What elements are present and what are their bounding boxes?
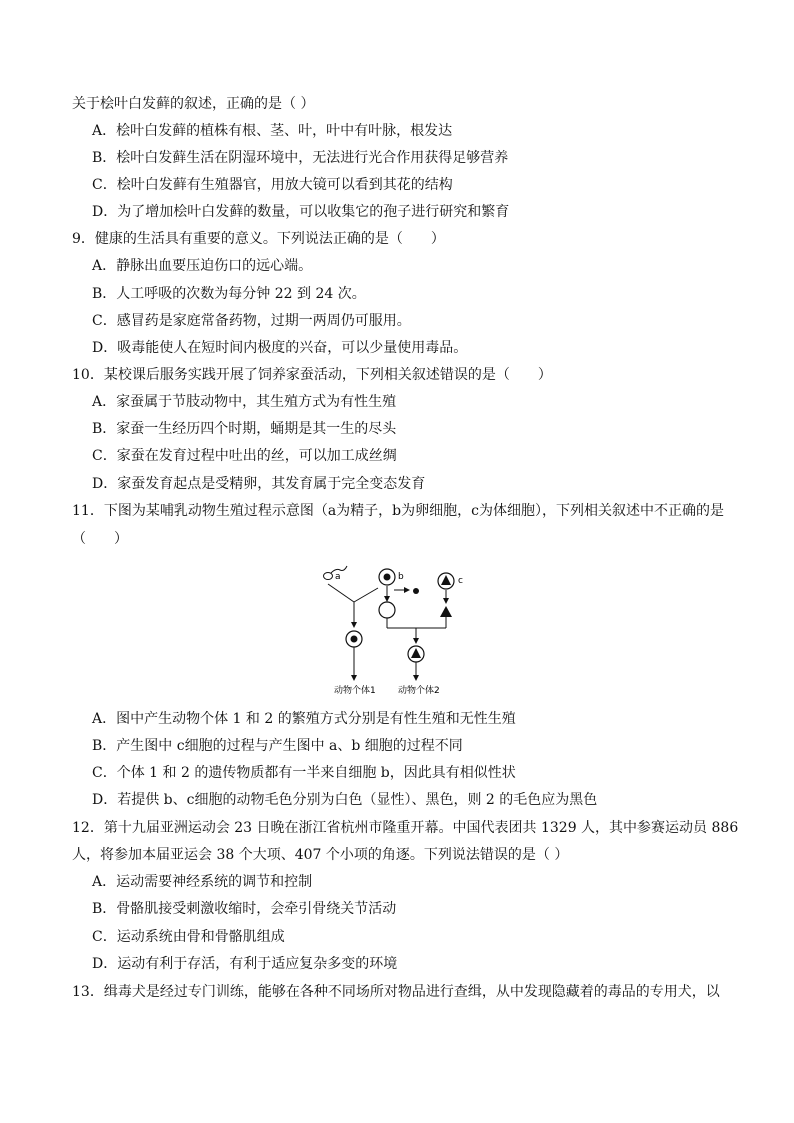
label-c: c	[458, 576, 463, 586]
arrow-to-individual-2	[413, 675, 419, 681]
nuclear-transfer-lines	[387, 617, 446, 638]
zygote-icon	[346, 631, 362, 647]
label-individual-2: 动物个体2	[398, 686, 440, 696]
q12-option-d: D．运动有利于存活，有利于适应复杂多变的环境	[92, 956, 398, 972]
body-cell-c-icon	[438, 573, 454, 589]
q8-option-b: B．桧叶白发藓生活在阴湿环境中，无法进行光合作用获得足够营养	[92, 150, 509, 166]
enucleated-egg-icon	[379, 602, 395, 618]
q9-option-c: C．感冒药是家庭常备药物，过期一两周仍可服用。	[92, 313, 411, 329]
label-individual-1: 动物个体1	[334, 686, 376, 696]
q11-stem-continued: （ ）	[72, 531, 128, 547]
q12-option-a: A．运动需要神经系统的调节和控制	[92, 874, 313, 890]
arrow-egg-down	[384, 596, 390, 602]
q12-stem: 12．第十九届亚洲运动会 23 日晚在浙江省杭州市隆重开幕。中国代表团共 1329 人，其中参赛运动员 886	[72, 820, 739, 836]
label-a: a	[335, 572, 341, 582]
q11-stem: 11．下图为某哺乳动物生殖过程示意图（a为精子，b为卵细胞，c为体细胞），下列相关叙述中不正确的是	[72, 503, 724, 519]
q10-option-c: C．家蚕在发育过程中吐出的丝，可以加工成丝绸	[92, 448, 397, 464]
q9-stem: 9．健康的生活具有重要的意义。下列说法正确的是（ ）	[72, 231, 445, 247]
q11-option-a: A．图中产生动物个体 1 和 2 的繁殖方式分别是有性生殖和无性生殖	[92, 711, 516, 727]
egg-cell-b-icon	[379, 569, 395, 585]
reproduction-diagram	[310, 560, 490, 700]
cloned-cell-icon	[408, 646, 424, 662]
q12-option-b: B．骨骼肌接受刺激收缩时，会牵引骨绕关节活动	[92, 901, 397, 917]
arrow-to-zygote	[351, 622, 357, 628]
q9-option-a: A．静脉出血要压迫伤口的远心端。	[92, 258, 313, 274]
fertilization-lines	[328, 584, 378, 622]
q9-option-d: D．吸毒能使人在短时间内极度的兴奋，可以少量使用毒品。	[92, 340, 468, 356]
q8-option-d: D．为了增加桧叶白发藓的数量，可以收集它的孢子进行研究和繁育	[92, 204, 510, 220]
arrow-to-cloned-cell	[413, 638, 419, 644]
q10-option-a: A．家蚕属于节肢动物中，其生殖方式为有性生殖	[92, 394, 397, 410]
q8-option-a: A．桧叶白发藓的植株有根、茎、叶，叶中有叶脉，根发达	[92, 123, 453, 139]
q11-option-d: D．若提供 b、c细胞的动物毛色分别为白色（显性）、黑色，则 2 的毛色应为黑色	[92, 792, 598, 808]
q11-option-c: C．个体 1 和 2 的遗传物质都有一半来自细胞 b，因此具有相似性状	[92, 765, 516, 781]
q10-option-b: B．家蚕一生经历四个时期，蛹期是其一生的尽头	[92, 421, 397, 437]
q8-option-c: C．桧叶白发藓有生殖器官，用放大镜可以看到其花的结构	[92, 177, 453, 193]
label-b: b	[398, 572, 404, 582]
q13-stem: 13．缉毒犬是经过专门训练，能够在各种不同场所对物品进行查缉，从中发现隐藏着的毒品的专用犬，以	[72, 984, 720, 1000]
arrow-body-cell-down	[443, 598, 449, 604]
q9-option-b: B．人工呼吸的次数为每分钟 22 到 24 次。	[92, 286, 366, 302]
nucleus-removal-arrow	[394, 587, 419, 594]
q12-option-c: C．运动系统由骨和骨骼肌组成	[92, 929, 285, 945]
q10-option-d: D．家蚕发育起点是受精卵，其发育属于完全变态发育	[92, 476, 426, 492]
q12-stem-continued: 人，将参加本届亚运会 38 个大项、407 个小项的角逐。下列说法错误的是（ ）	[72, 847, 569, 863]
q10-stem: 10．某校课后服务实践开展了饲养家蚕活动，下列相关叙述错误的是（ ）	[72, 367, 552, 383]
q11-option-b: B．产生图中 c细胞的过程与产生图中 a、b 细胞的过程不同	[92, 738, 463, 754]
q8-stem: 关于桧叶白发藓的叙述，正确的是（ ）	[72, 96, 315, 112]
arrow-to-individual-1	[351, 675, 357, 681]
body-cell-nucleus-icon	[440, 606, 452, 617]
